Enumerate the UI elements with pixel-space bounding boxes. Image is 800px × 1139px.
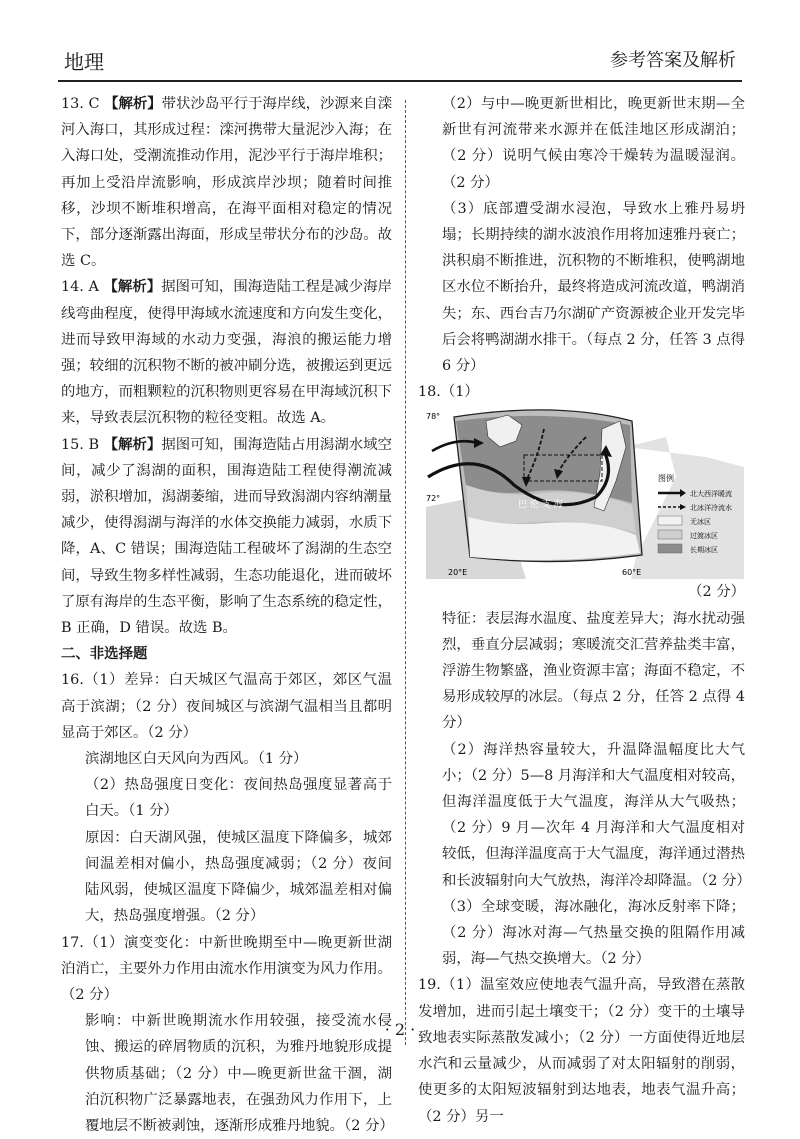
- legend-transition-ice: 过渡冰区: [690, 532, 718, 541]
- legend-cold-current: 北冰洋冷流水: [690, 504, 732, 513]
- answer-17-part1: 17.（1）演变变化：中新世晚期至中—晚更新世湖泊消亡，主要外力作用由流水作用演变为风力作用。（2 分）: [61, 934, 392, 1003]
- answer-18-features: 特征：表层海水温度、盐度差异大；海水扰动强烈，垂直分层减弱；寒暖流交汇营养盐类丰富，浮游生物繁盛，渔业资源丰富；海面不稳定，不易形成较厚的冰层。（每点 2 分，任答 2 点得 4 分）: [442, 610, 745, 732]
- sea-name-label: 巴 伦 支 海: [518, 500, 563, 511]
- column-divider: [405, 100, 406, 1045]
- right-column: [418, 91, 751, 1130]
- answer-18-part3: （3）全球变暖，海冰融化，海冰反射率下降；（2 分）海冰对海—气热量交换的阻隔作用减弱，海—气热交换增大。（2 分）: [442, 898, 745, 968]
- left-column: [61, 91, 392, 1139]
- answer-18-map-score: （2 分）: [688, 584, 745, 601]
- lon-label-60e: 60°E: [622, 568, 642, 578]
- question-number: 13. C: [61, 96, 105, 112]
- question-number: 15. B: [61, 436, 104, 453]
- answer-18-label: 18.（1）: [418, 384, 479, 401]
- legend-no-ice: 无冰区: [690, 518, 711, 527]
- answer-14: [61, 274, 392, 431]
- answer-16-part2: （2）热岛强度日变化：夜间热岛强度显著高于白天。（1 分）: [85, 777, 392, 820]
- lat-label-78: 78°: [426, 412, 441, 422]
- answer-17-part2: （2）与中—晚更新世相比，晚更新世末期—全新世有河流带来水源并在低洼地区形成湖泊；（2 分）说明气候由寒冷干燥转为温暖湿润。（2 分）: [442, 96, 745, 191]
- analysis-tag: 【解析】: [103, 278, 162, 296]
- answer-text: 带状沙岛平行于海岸线，沙源来自滦河入海口，其形成过程：滦河携带大量泥沙入海；在入海口处，受潮流推动作用，泥沙平行于海岸堆积；再加上受沿岸流影响，形成滨岸沙坝；随着时间推移，沙坝不断堆积增高，在海平面相对稳定的情况下，部分逐渐露出海面，形成呈带状分布的沙岛。故选 C。: [61, 96, 392, 270]
- answer-13: [61, 91, 392, 274]
- header-title: 参考答案及解析: [610, 50, 736, 71]
- barents-sea-map: [426, 407, 744, 579]
- question-number: 14. A: [61, 279, 104, 296]
- analysis-tag: 【解析】: [104, 95, 162, 112]
- lon-label-20e: 20°E: [448, 568, 468, 578]
- header-subject: 地理: [64, 50, 104, 74]
- answer-17-part3: （3）底部遭受湖水浸泡，导致水上雅丹易坍塌；长期持续的湖水波浪作用将加速雅丹衰亡；洪积扇不断推进，沉积物的不断堆积，使鸭湖地区水位不断抬升，最终将造成河流改道，鸭湖消失；东、西台吉乃尔湖矿产资源被企业开发完毕后会将鸭湖湖水排干。（每点 2 分，任答 3 点得 6 分）: [442, 200, 745, 375]
- legend-warm-current: 北大西洋暖流: [690, 490, 732, 499]
- header-rule: [58, 80, 742, 82]
- answer-16-wind: 滨湖地区白天风向为西风。（1 分）: [85, 751, 308, 768]
- page-number: · 2 ·: [384, 1020, 416, 1039]
- section-heading: 二、非选择题: [61, 645, 148, 663]
- lat-label-72: 72°: [426, 494, 441, 504]
- answer-16-reason: 原因：白天湖风强，使城区温度下降偏多，城郊间温差相对偏小，热岛强度减弱；（2 分）夜间陆风弱，使城区温度下降偏少，城郊温差相对偏大，热岛强度增强。（2 分）: [85, 829, 392, 925]
- answer-16-part1: 16.（1）差异：白天城区气温高于郊区，郊区气温高于滨湖；（2 分）夜间城区与滨湖气温相当且都明显高于郊区。（2 分）: [61, 672, 392, 741]
- answer-text: 据图可知，围海造陆占用潟湖水域空间，减少了潟湖的面积，围海造陆工程使得潮流减弱，淤积增加，潟湖萎缩，进而导致潟湖内容纳潮量减少，使得潟湖与海洋的水体交换能力减弱，水质下降，A、C 错误；围海造陆工程破坏了潟湖的生态空间，导致生物多样性减弱，生态功能退化，进而破坏了原有海岸的生态平衡，影响了生态系统的稳定性，B 正确，D 错误。故选 B。: [61, 436, 392, 637]
- legend-title: 图例: [658, 474, 674, 484]
- answer-18-part2: （2）海洋热容量较大，升温降温幅度比大气小；（2 分）5—8 月海洋和大气温度相对较高，但海洋温度低于大气温度，海洋从大气吸热；（2 分）9 月—次年 4 月海洋和大气温度相对较低，但海洋温度高于大气温度，海洋通过潜热和长波辐射向大气放热，海洋冷却降温。（2 分）: [442, 741, 751, 889]
- analysis-tag: 【解析】: [103, 435, 162, 453]
- answer-17-impact: 影响：中新世晚期流水作用较强，接受流水侵蚀、搬运的碎屑物质的沉积，为雅丹地貌形成提供物质基础；（2 分）中—晚更新世盆干涸，湖泊沉积物广泛暴露地表，在强劲风力作用下，上覆地层不断被剥蚀，逐渐形成雅丹地貌。（2 分）: [85, 1013, 394, 1134]
- legend-long-ice: 长期冰区: [690, 546, 718, 555]
- answer-text: 据图可知，围海造陆工程是减少海岸线弯曲程度，使得甲海域水流速度和方向发生变化，进而导致甲海域的水动力变强，海浪的搬运能力增强；较细的沉积物不断的被冲刷分选，被搬运到更远的地方，而粗颗粒的沉积物则更容易在甲海域沉积下来，导致表层沉积物的粒径变粗。故选 A。: [61, 279, 392, 427]
- answer-15: [61, 432, 392, 642]
- answer-19-part1: 19.（1）温室效应使地表气温升高，导致潜在蒸散发增加，进而引起土壤变干；（2 分）变干的土壤导致地表实际蒸散发减小；（2 分）一方面使得近地层水汽和云量减少，从而减弱了对太阳辐射的削弱，使更多的太阳短波辐射到达地表，地表气温升高；（2 分）另一: [418, 977, 745, 1125]
